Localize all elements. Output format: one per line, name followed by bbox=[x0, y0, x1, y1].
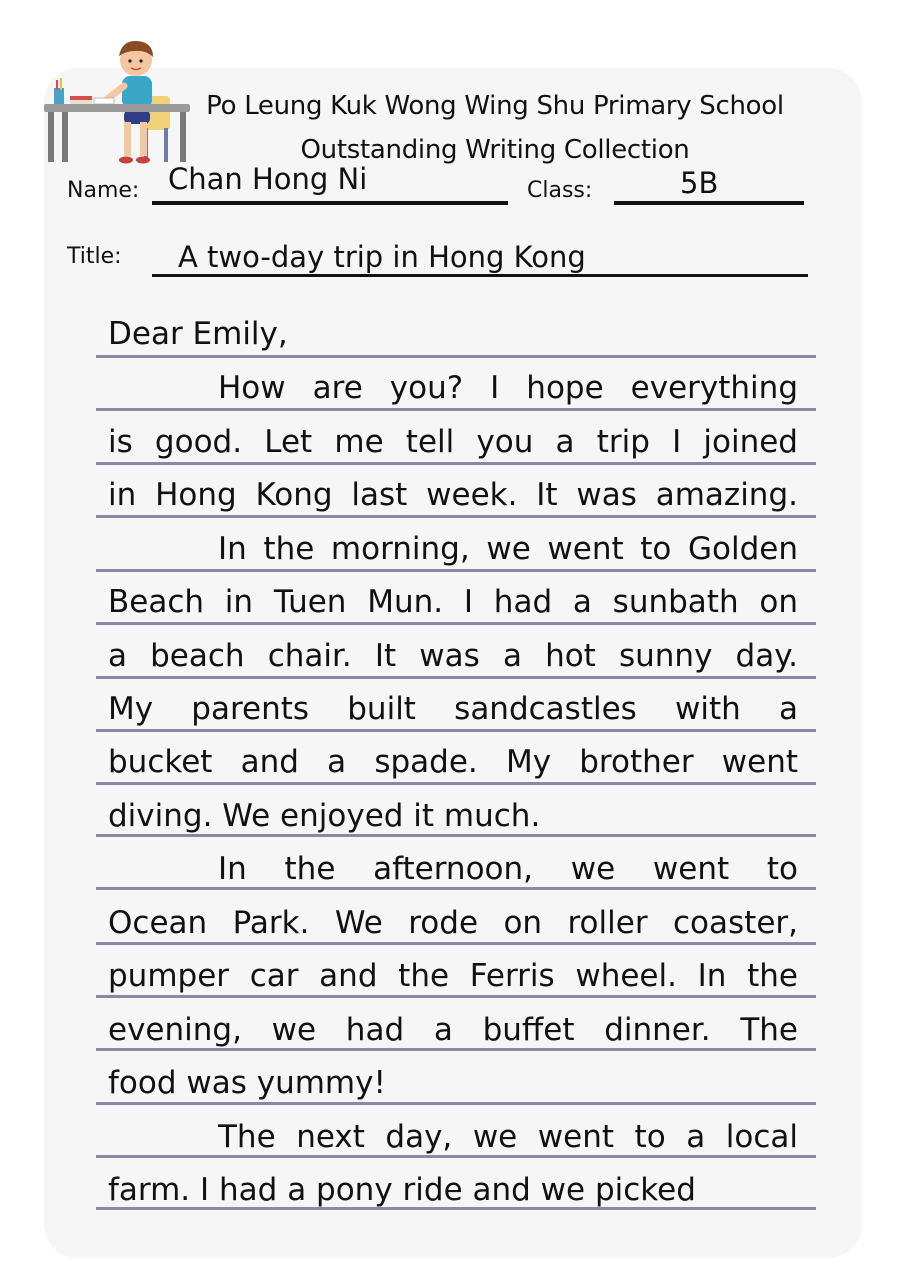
ruled-line bbox=[96, 515, 816, 518]
letter-line: is good. Let me tell you a trip I joined bbox=[108, 424, 798, 460]
letter-line: In the morning, we went to Golden bbox=[218, 531, 798, 567]
letter-line: evening, we had a buffet dinner. The bbox=[108, 1012, 798, 1048]
school-name: Po Leung Kuk Wong Wing Shu Primary School bbox=[206, 91, 784, 121]
school-header bbox=[190, 84, 800, 172]
ruled-line bbox=[96, 408, 816, 411]
title-value: A two-day trip in Hong Kong bbox=[178, 240, 586, 274]
ruled-line bbox=[96, 355, 816, 358]
child-at-desk-illustration bbox=[40, 38, 190, 166]
ruled-line bbox=[96, 462, 816, 465]
letter-line: a beach chair. It was a hot sunny day. bbox=[108, 638, 798, 674]
letter-line: Dear Emily, bbox=[108, 316, 288, 352]
ruled-line bbox=[96, 782, 816, 785]
class-value: 5B bbox=[680, 166, 719, 200]
letter-line: In the afternoon, we went to bbox=[218, 851, 798, 887]
name-underline bbox=[152, 201, 508, 205]
ruled-line bbox=[96, 622, 816, 625]
letter-line: Ocean Park. We rode on roller coaster, bbox=[108, 905, 798, 941]
class-label: Class: bbox=[527, 178, 593, 203]
letter-line: Beach in Tuen Mun. I had a sunbath on bbox=[108, 584, 798, 620]
letter-line: diving. We enjoyed it much. bbox=[108, 798, 541, 834]
class-underline bbox=[614, 201, 804, 205]
title-underline bbox=[152, 274, 808, 277]
letter-line: in Hong Kong last week. It was amazing. bbox=[108, 477, 798, 513]
name-value: Chan Hong Ni bbox=[168, 162, 368, 196]
ruled-line bbox=[96, 569, 816, 572]
collection-title: Outstanding Writing Collection bbox=[300, 135, 690, 165]
ruled-line bbox=[96, 729, 816, 732]
letter-line: My parents built sandcastles with a bbox=[108, 691, 798, 727]
letter-line: bucket and a spade. My brother went bbox=[108, 744, 798, 780]
name-label: Name: bbox=[67, 178, 140, 203]
letter-line: How are you? I hope everything bbox=[218, 370, 798, 406]
letter-line: The next day, we went to a local bbox=[218, 1119, 798, 1155]
letter-line: farm. I had a pony ride and we picked bbox=[108, 1172, 696, 1208]
title-label: Title: bbox=[67, 244, 122, 269]
ruled-line bbox=[96, 676, 816, 679]
letter-line: food was yummy! bbox=[108, 1065, 386, 1101]
letter-line: pumper car and the Ferris wheel. In the bbox=[108, 958, 798, 994]
